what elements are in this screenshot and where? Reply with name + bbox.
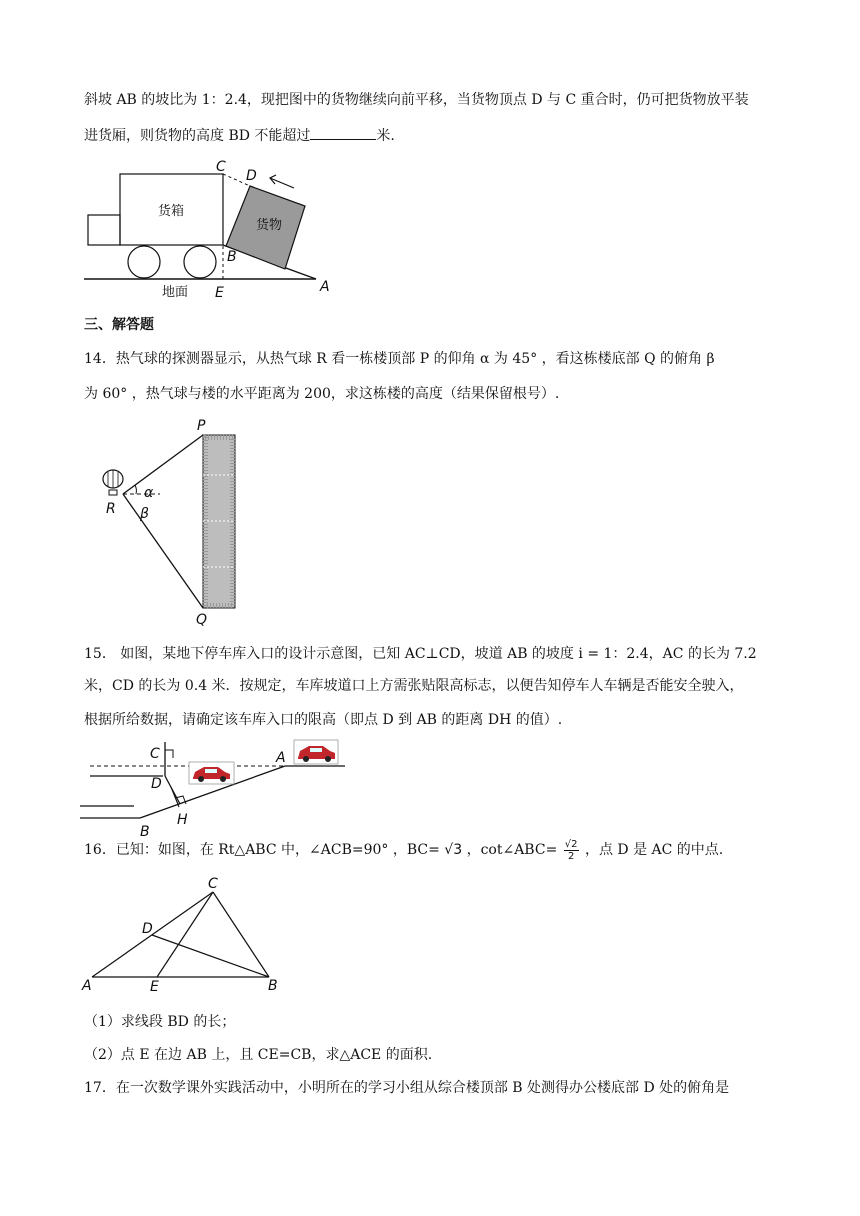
- cargo-label: 货物: [256, 218, 283, 233]
- label-R: R: [106, 501, 116, 517]
- balloon-figure: [96, 417, 246, 632]
- p16-q2: （2）点 E 在边 AB 上，且 CE=CB，求△ACE 的面积.: [84, 1047, 433, 1063]
- label-A: A: [82, 978, 92, 994]
- label-E: E: [150, 979, 159, 995]
- side-bc: [213, 892, 269, 977]
- label-A: A: [320, 279, 330, 295]
- p15-line1: 15． 如图，某地下停车库入口的设计示意图，已知 AC⊥CD，坡道 AB 的坡度 i = 1：2.4，AC 的长为 7.2: [84, 646, 757, 662]
- label-D: D: [246, 168, 257, 184]
- p13-line2-a: 进货厢，则货物的高度 BD 不能超过: [84, 128, 311, 144]
- wheel-left: [128, 246, 160, 278]
- p14-line2: 为 60° ，热气球与楼的水平距离为 200，求这栋楼的高度（结果保留根号）.: [84, 386, 560, 402]
- label-D: D: [142, 921, 153, 937]
- label-B: B: [227, 249, 237, 265]
- p16-line1: [84, 838, 723, 862]
- label-B: B: [268, 978, 278, 994]
- label-beta: β: [140, 506, 149, 522]
- label-D: D: [151, 776, 162, 792]
- label-alpha: α: [144, 485, 154, 501]
- section-title: 三、解答题: [84, 317, 154, 333]
- fraction-numerator: √2: [564, 838, 578, 850]
- triangle-figure: [80, 876, 290, 996]
- garage-figure: [80, 738, 350, 838]
- truck-cab: [88, 215, 120, 245]
- ground-label: 地面: [162, 285, 189, 300]
- p16-line1-a: 16．已知：如图，在 Rt△ABC 中，∠ACB=90° ，BC=: [84, 842, 445, 858]
- label-Q: Q: [196, 612, 208, 628]
- p13-line2-b: 米.: [376, 128, 395, 144]
- label-C: C: [216, 159, 226, 175]
- wheel-right: [184, 246, 216, 278]
- cargo-box-label: 货箱: [158, 204, 185, 219]
- p16-line1-b: ，cot∠ABC=: [462, 842, 562, 858]
- label-E: E: [215, 285, 224, 301]
- balloon-icon: [103, 470, 123, 495]
- car-icon-upper: [294, 740, 338, 764]
- answer-blank: [310, 125, 376, 140]
- p14-line1: 14．热气球的探测器显示，从热气球 R 看一栋楼顶部 P 的仰角 α 为 45° ，看这栋楼底部 Q 的俯角 β: [84, 351, 715, 367]
- label-P: P: [197, 418, 206, 434]
- sqrt3: √3: [444, 842, 463, 858]
- p13-line1: 斜坡 AB 的坡比为 1：2.4，现把图中的货物继续向前平移，当货物顶点 D 与 C 重合时，仍可把货物放平装: [84, 92, 749, 108]
- truck-figure: [80, 158, 340, 303]
- p17-line1: 17．在一次数学课外实践活动中，小明所在的学习小组从综合楼顶部 B 处测得办公楼底部 D 处的俯角是: [84, 1080, 730, 1096]
- segment-ce: [157, 892, 213, 977]
- label-H: H: [177, 812, 188, 828]
- p13-line2: [84, 125, 395, 146]
- fraction-denominator: 2: [567, 850, 575, 862]
- angle-arc: [135, 485, 136, 494]
- label-C: C: [150, 746, 160, 762]
- p15-line3: 根据所给数据，请确定该车库入口的限高（即点 D 到 AB 的距离 DH 的值）.: [84, 712, 563, 728]
- label-A: A: [276, 750, 286, 766]
- fraction: [564, 839, 579, 862]
- label-B: B: [140, 824, 150, 840]
- car-icon-lower: [189, 762, 234, 784]
- p15-line2: 米，CD 的长为 0.4 米．按规定，车库坡道口上方需张贴限高标志，以便告知停车人车辆是否能安全驶入，: [84, 678, 744, 694]
- right-angle-c: [165, 750, 173, 758]
- segment-bd: [152, 935, 269, 977]
- p16-line1-c: ，点 D 是 AC 的中点.: [580, 842, 724, 858]
- line-rq: [123, 494, 203, 608]
- label-C: C: [208, 876, 218, 892]
- p16-q1: （1）求线段 BD 的长；: [84, 1014, 236, 1030]
